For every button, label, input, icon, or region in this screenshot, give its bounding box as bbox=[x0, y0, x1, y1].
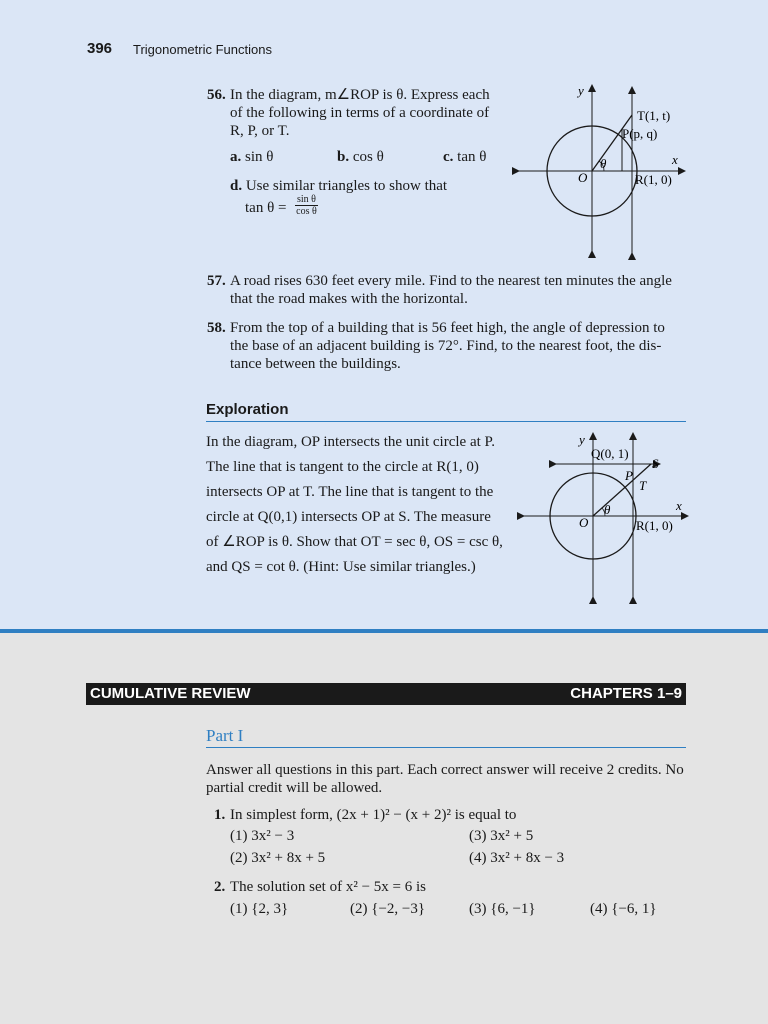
cumulative-review-banner bbox=[86, 683, 686, 705]
instructions-line1: Answer all questions in this part. Each correct answer will receive 2 credits. No bbox=[206, 762, 684, 778]
point-t-label: T bbox=[639, 478, 647, 493]
unit-circle-diagram-1 bbox=[510, 82, 690, 262]
problem-58-line1: From the top of a building that is 56 feet high, the angle of depression to bbox=[230, 320, 665, 336]
problem-56-number: 56. bbox=[207, 87, 226, 103]
exploration-line5: of ∠ROP is θ. Show that OT = sec θ, OS = csc θ, bbox=[206, 534, 503, 550]
unit-circle-diagram-2 bbox=[515, 430, 690, 605]
question-1-option-1: (1) 3x² − 3 bbox=[230, 828, 295, 844]
exploration-line1: In the diagram, OP intersects the unit circle at P. bbox=[206, 434, 495, 450]
origin-label: O bbox=[579, 515, 589, 530]
origin-label: O bbox=[578, 170, 588, 185]
problem-56-line3: R, P, or T. bbox=[230, 123, 290, 139]
problem-57-line2: that the road makes with the horizontal. bbox=[230, 291, 468, 307]
fraction-numerator: sin θ bbox=[297, 194, 316, 205]
point-q-label: Q(0, 1) bbox=[591, 446, 629, 461]
ray-op bbox=[592, 115, 632, 171]
running-head: Trigonometric Functions bbox=[133, 42, 272, 57]
question-2-option-4: (4) {−6, 1} bbox=[590, 901, 657, 917]
exploration-line3: intersects OP at T. The line that is tangent to the bbox=[206, 484, 494, 500]
problem-57-number: 57. bbox=[207, 273, 226, 289]
problem-56-line2: of the following in terms of a coordinate of bbox=[230, 105, 490, 121]
theta-label: θ bbox=[604, 502, 611, 517]
point-r-label: R(1, 0) bbox=[636, 518, 673, 533]
part-heading: Part I bbox=[206, 726, 244, 745]
fraction-denominator: cos θ bbox=[296, 206, 317, 217]
x-label: x bbox=[676, 498, 682, 513]
problem-56d: d. Use similar triangles to show that bbox=[230, 178, 448, 194]
question-1-number: 1. bbox=[214, 807, 226, 823]
point-t-label: T(1, t) bbox=[637, 108, 671, 123]
point-r-label: R(1, 0) bbox=[635, 172, 672, 187]
problem-58-line3: tance between the buildings. bbox=[230, 356, 401, 372]
exploration-line2: The line that is tangent to the circle at R(1, 0) bbox=[206, 459, 479, 475]
x-label: x bbox=[672, 152, 678, 167]
problem-57-line1: A road rises 630 feet every mile. Find to the nearest ten minutes the angle bbox=[230, 273, 672, 289]
problem-58-line2: the base of an adjacent building is 72°. Find, to the nearest foot, the dis- bbox=[230, 338, 662, 354]
question-2-option-3: (3) {6, −1} bbox=[469, 901, 536, 917]
exploration-heading: Exploration bbox=[206, 401, 289, 418]
question-2-stem: The solution set of x² − 5x = 6 is bbox=[230, 879, 426, 895]
exploration-line6: and QS = cot θ. (Hint: Use similar triangles.) bbox=[206, 559, 476, 575]
y-label: y bbox=[578, 83, 584, 98]
point-s-label: S bbox=[652, 456, 659, 471]
question-2-option-1: (1) {2, 3} bbox=[230, 901, 289, 917]
question-1-stem: In simplest form, (2x + 1)² − (x + 2)² is equal to bbox=[230, 807, 517, 823]
exploration-line4: circle at Q(0,1) intersects OP at S. The measure bbox=[206, 509, 491, 525]
problem-56b: b. cos θ bbox=[337, 149, 384, 165]
problem-56c: c. tan θ bbox=[443, 149, 487, 165]
part-rule bbox=[206, 747, 686, 748]
exploration-rule bbox=[206, 421, 686, 422]
problem-56d-equation: tan θ = bbox=[245, 200, 287, 216]
fraction bbox=[295, 194, 318, 217]
banner-chapters: CHAPTERS 1–9 bbox=[570, 685, 682, 702]
question-1-option-3: (3) 3x² + 5 bbox=[469, 828, 534, 844]
page-number: 396 bbox=[87, 40, 113, 57]
problem-56a: a. sin θ bbox=[230, 149, 274, 165]
theta-label: θ bbox=[600, 156, 607, 171]
point-p-label: P bbox=[625, 468, 633, 483]
point-p-label: P(p, q) bbox=[622, 126, 658, 141]
question-1-option-4: (4) 3x² + 8x − 3 bbox=[469, 850, 565, 866]
problem-58-number: 58. bbox=[207, 320, 226, 336]
question-2-option-2: (2) {−2, −3} bbox=[350, 901, 426, 917]
y-label: y bbox=[579, 432, 585, 447]
banner-title: CUMULATIVE REVIEW bbox=[90, 685, 251, 702]
instructions-line2: partial credit will be allowed. bbox=[206, 780, 383, 796]
question-1-option-2: (2) 3x² + 8x + 5 bbox=[230, 850, 326, 866]
question-2-number: 2. bbox=[214, 879, 226, 895]
problem-56-line1: In the diagram, m∠ROP is θ. Express each bbox=[230, 87, 490, 103]
